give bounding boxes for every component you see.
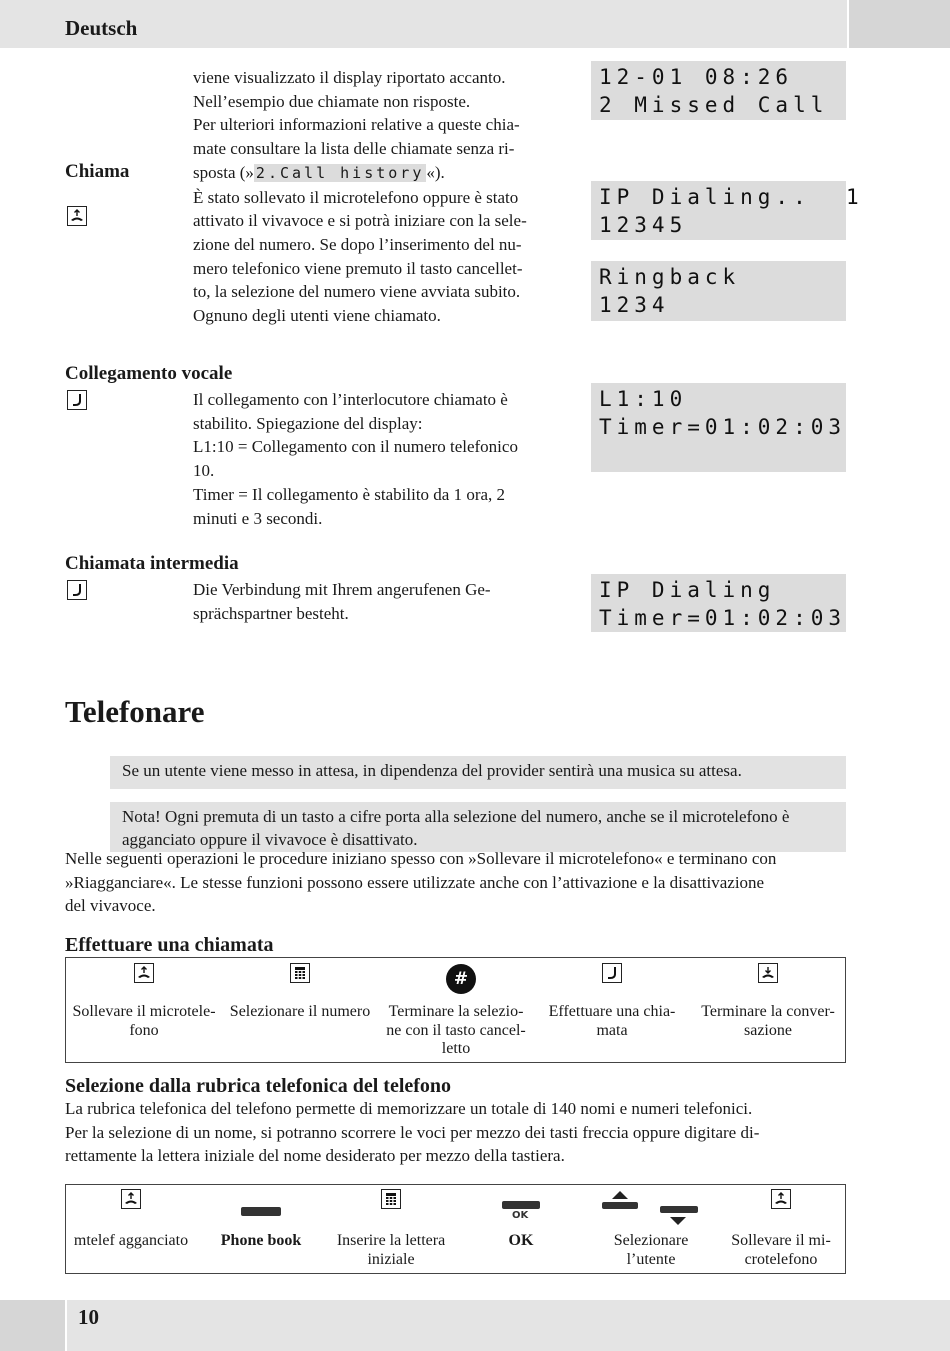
note-text: Nota! Ogni premuta di un tasto a cifre porta alla selezione del numero, anche se il microtelefono è [122, 807, 790, 826]
display-line: 12-01 08:26 [599, 65, 794, 89]
display-line: 1234 [599, 293, 670, 317]
display-line: Ringback [599, 265, 741, 289]
display-ip-dialing [591, 181, 864, 240]
text-fragment: sposta (» [193, 162, 254, 182]
display-voice-link [591, 383, 846, 472]
intro-line: viene visualizzato il display riportato accanto. [193, 68, 506, 87]
handset-lift-icon [67, 206, 87, 226]
step-label: Selezionare l’utente [613, 1232, 689, 1268]
voice-link-line: Timer = Il collegamento è stabilito da 1 ora, 2 [193, 484, 506, 504]
make-call-steps [65, 957, 846, 1063]
section-title-telefonare: Telefonare [65, 694, 205, 729]
handset-lift-icon [121, 1189, 141, 1209]
step-label: Effettuare una chia- mata [548, 1003, 676, 1039]
intermediate-line: Die Verbindung mit Ihrem angerufenen Ge- [193, 580, 491, 599]
step-label: OK [508, 1232, 534, 1249]
display-line: 2 Missed Call [599, 93, 829, 117]
intro-line: to, la selezione del numero viene avviata subito. [193, 282, 521, 302]
display-line: IP Dialing.. 1 [599, 185, 864, 209]
paragraph-line: La rubrica telefonica del telefono permette di memorizzare un totale di 140 nomi e numeri telefonici. [65, 1099, 753, 1118]
hash-key-icon: # [446, 964, 476, 994]
heading-phonebook-selection: Selezione dalla rubrica telefonica del telefono [65, 1075, 452, 1097]
step-label: Sollevare il mi- crotelefono [731, 1232, 831, 1268]
handset-active-icon [602, 963, 622, 983]
heading-effettuare-chiamata: Effettuare una chiamata [65, 934, 274, 956]
side-heading-chiama: Chiama [65, 161, 130, 182]
intro-line: zione del numero. Se dopo l’inserimento del nu- [193, 234, 522, 254]
paragraph-line: rettamente la lettera iniziale del nome desiderato per mezzo della tastiera. [65, 1146, 565, 1166]
voice-link-line: 10. [193, 461, 215, 481]
heading-collegamento-vocale: Collegamento vocale [65, 363, 233, 384]
display-line: IP Dialing [599, 578, 776, 602]
display-intermediate-call [591, 574, 846, 632]
intro-line: mate consultare la lista delle chiamate senza ri- [193, 139, 515, 159]
page-number: 10 [78, 1305, 99, 1329]
ok-key-label: OK [512, 1210, 529, 1221]
note-text: agganciato oppure il vivavoce è disattivato. [122, 830, 418, 849]
step-label: mtelef agganciato [73, 1232, 189, 1249]
step-label: Selezionare il numero [229, 1003, 371, 1020]
intro-line: Nell’esempio due chiamate non risposte. [193, 91, 471, 111]
intro-line: mero telefonico viene premuto il tasto cancellet- [193, 258, 523, 278]
step-label: Inserire la lettera iniziale [336, 1232, 446, 1268]
telefonare-paragraph [65, 847, 855, 918]
voice-link-line: stabilito. Spiegazione del display: [193, 413, 423, 433]
display-line: Timer=01:02:03 [599, 415, 847, 439]
voice-link-line: minuti e 3 secondi. [193, 508, 323, 528]
intro-line: È stato sollevato il microtelefono oppure è stato [193, 187, 519, 207]
paragraph-line: Nelle seguenti operazioni le procedure iniziano spesso con »Sollevare il microtelefono« e terminano con [65, 849, 777, 868]
intro-text [193, 66, 563, 328]
step-label: Phone book [220, 1232, 302, 1249]
arrow-keys-svg [600, 1189, 700, 1231]
arrow-keys-icon [600, 1189, 700, 1236]
language-heading: Deutsch [65, 16, 138, 40]
note-digit-keys [110, 802, 846, 852]
handset-active-icon [67, 390, 87, 410]
paragraph-line: del vivavoce. [65, 896, 156, 916]
intermediate-line: sprächspartner besteht. [193, 603, 349, 623]
heading-chiamata-intermedia: Chiamata intermedia [65, 553, 239, 574]
voice-link-line: L1:10 = Collegamento con il numero telefonico [193, 437, 518, 457]
voice-link-text [193, 388, 563, 530]
call-history-display-text: 2.Call history [255, 163, 425, 182]
keypad-icon [290, 963, 310, 983]
footer-tab [65, 1300, 950, 1351]
step-label: Terminare la conver- sazione [701, 1003, 835, 1039]
handset-hangup-icon [758, 963, 778, 983]
paragraph-line: »Riagganciare«. Le stesse funzioni possono essere utilizzate anche con l’attivazione e la disattivazione [65, 872, 765, 892]
ok-key-icon [502, 1201, 540, 1209]
text-fragment: «). [426, 162, 445, 182]
voice-link-line: Il collegamento con l’interlocutore chiamato è [193, 390, 508, 409]
phonebook-paragraph [65, 1097, 855, 1168]
paragraph-line: Per la selezione di un nome, si potranno scorrere le voci per mezzo dei tasti freccia oppure digitare di- [65, 1122, 760, 1142]
note-text: Se un utente viene messo in attesa, in dipendenza del provider sentirà una musica su attesa. [122, 761, 742, 780]
display-ringback [591, 261, 846, 321]
intro-line: Per ulteriori informazioni relative a queste chia- [193, 115, 520, 135]
handset-active-icon [67, 580, 87, 600]
step-label: Sollevare il microtele- fono [72, 1003, 216, 1039]
display-line: 12345 [599, 213, 688, 237]
intro-line: Ognuno degli utenti viene chiamato. [193, 306, 441, 326]
header-bar [0, 0, 950, 48]
display-line: L1:10 [599, 387, 688, 411]
intermediate-call-text [193, 578, 563, 625]
handset-lift-icon [134, 963, 154, 983]
display-line: Timer=01:02:03 [599, 606, 847, 630]
intro-line [193, 161, 563, 186]
step-label: Terminare la selezio- ne con il tasto cancel- letto [386, 1003, 526, 1057]
header-tab [847, 0, 950, 48]
phonebook-steps [65, 1184, 846, 1274]
softkey-icon [241, 1207, 281, 1216]
note-hold-music [110, 756, 846, 789]
keypad-icon [381, 1189, 401, 1209]
intro-line: attivato il vivavoce e si potrà iniziare con la sele- [193, 211, 527, 231]
handset-lift-icon [771, 1189, 791, 1209]
display-missed-calls [591, 61, 846, 120]
